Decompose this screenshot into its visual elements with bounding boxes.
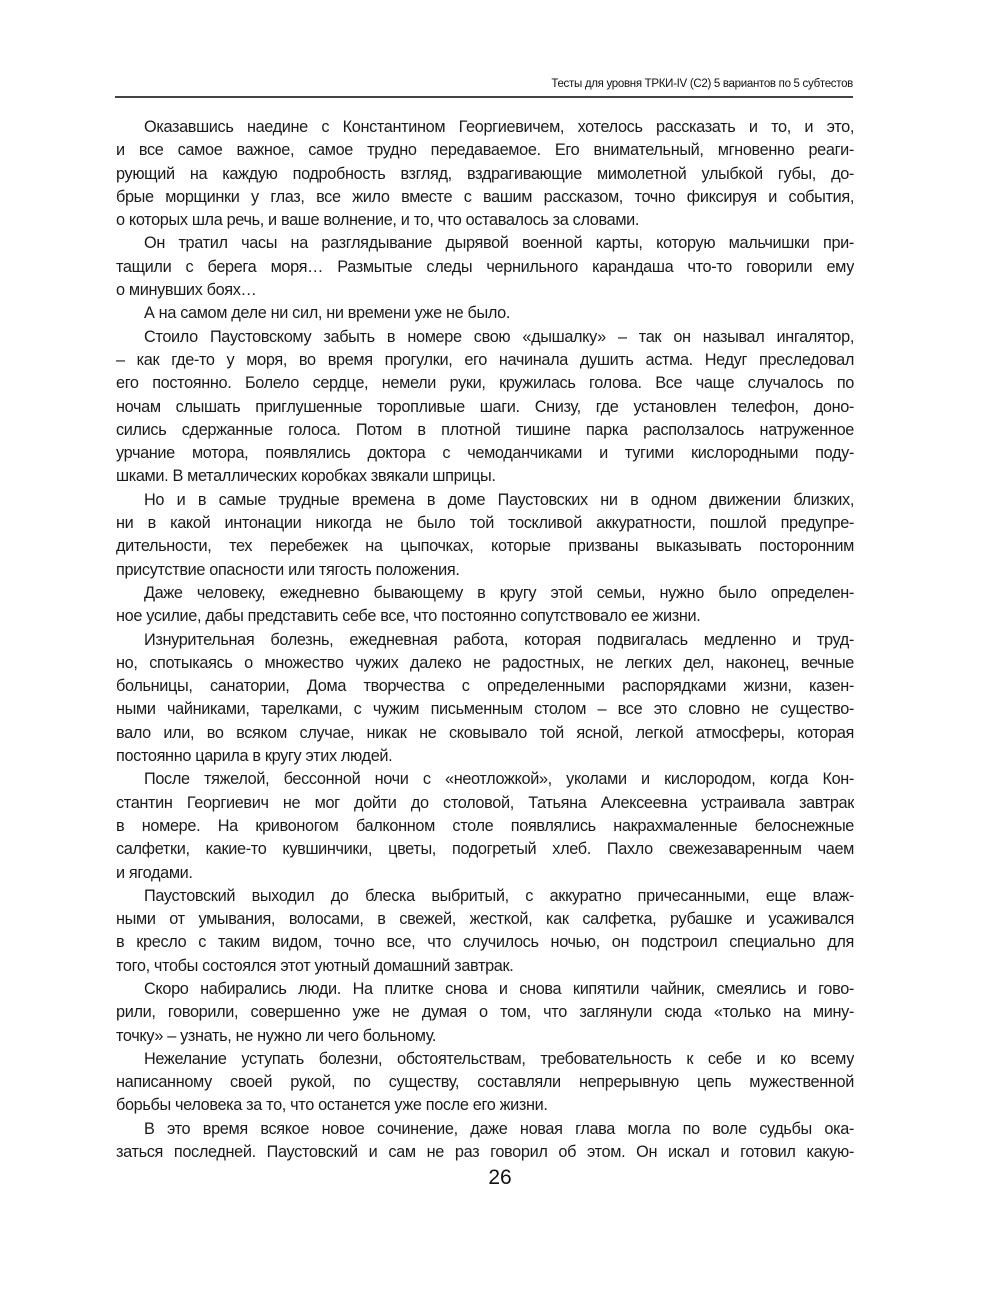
text-line: Оказавшись наедине с Константином Георгиевичем, хотелось рассказать и то, и это, — [144, 118, 854, 136]
text-line: написанному своей рукой, по существу, составляли непрерывную цепь мужественной — [116, 1073, 854, 1092]
paragraph — [116, 582, 854, 629]
text-line: Он тратил часы на разглядывание дырявой военной карты, которую мальчишки при- — [144, 234, 854, 253]
text-line: салфетки, какие-то кувшинчики, цветы, подогретый хлеб. Пахло свежезаваренным чаем — [116, 840, 854, 859]
running-header-title: Тесты для уровня ТРКИ-IV (С2) 5 вариантов по 5 субтестов — [551, 78, 853, 90]
text-line: ное усилие, дабы представить себе все, что постоянно сопутствовало ее жизни. — [116, 607, 701, 626]
text-line: того, чтобы состоялся этот уютный домашний завтрак. — [116, 956, 514, 975]
paragraph — [116, 116, 854, 232]
text-line: постоянно царила в кругу этих людей. — [116, 747, 393, 766]
text-line: и все самое важное, самое трудно передаваемое. Его внимательный, мгновенно реаги- — [116, 141, 854, 160]
text-line: присутствие опасности или тягость положения. — [116, 560, 460, 579]
text-line: ными от умывания, волосами, в свежей, жесткой, как салфетка, рубашке и усаживался — [116, 910, 854, 929]
text-line: А на самом деле ни сил, ни времени уже не было. — [144, 304, 511, 323]
paragraph — [116, 232, 854, 302]
text-line: урчание мотора, появлялись доктора с чемоданчиками и тугими кислородными поду- — [116, 444, 854, 463]
paragraph — [116, 768, 854, 884]
running-header — [115, 76, 853, 98]
text-line: Скоро набирались люди. На плитке снова и снова кипятили чайник, смеялись и гово- — [144, 979, 854, 998]
text-line: рующий на каждую подробность взгляд, вздрагивающие мимолетной улыбкой губы, до- — [116, 164, 854, 183]
text-line: сились сдержанные голоса. Потом в плотной тишине парка расползалось натруженное — [116, 420, 854, 439]
text-line: дительности, тех перебежек на цыпочках, которые призваны выказывать посторонним — [116, 537, 854, 556]
text-line: Даже человеку, ежедневно бывающему в кругу этой семьи, нужно было определен- — [144, 583, 854, 602]
text-line: рили, говорили, совершенно уже не думая о том, что заглянули сюда «только на мину- — [116, 1003, 854, 1022]
text-line: заться последней. Паустовский и сам не раз говорил об этом. Он искал и готовил какую- — [116, 1143, 854, 1162]
text-line: Но и в самые трудные времена в доме Паустовских ни в одном движении близких, — [144, 490, 854, 509]
page-number: 26 — [488, 1166, 512, 1189]
text-line: Стоило Паустовскому забыть в номере свою «дышалку» – так он называл ингалятор, — [144, 327, 854, 346]
text-line: в кресло с таким видом, точно все, что случилось ночью, он подстроил специально для — [116, 933, 854, 952]
text-line: шками. В металлических коробках звякали шприцы. — [116, 467, 496, 486]
text-line: Паустовский выходил до блеска выбритый, с аккуратно причесанными, еще влаж- — [144, 886, 854, 905]
text-line: ными чайниками, тарелками, с чужим письменным столом – все это словно не существо- — [116, 700, 854, 719]
paragraph — [116, 629, 854, 769]
text-line: о минувших боях… — [116, 281, 257, 300]
text-line: стантин Георгиевич не мог дойти до столовой, Татьяна Алексеевна устраивала завтрак — [116, 793, 854, 812]
text-line: его постоянно. Болело сердце, немели руки, кружилась голова. Все чаще случалось по — [116, 374, 854, 393]
text-line: точку» – узнать, не нужно ли чего больному. — [116, 1026, 437, 1045]
text-line: больницы, санатории, Дома творчества с определенными распорядками жизни, казен- — [116, 677, 854, 696]
text-line: Нежелание уступать болезни, обстоятельствам, требовательность к себе и ко всему — [144, 1049, 854, 1068]
paragraph — [116, 1118, 854, 1165]
text-line: В это время всякое новое сочинение, даже новая глава могла по воле судьбы ока- — [144, 1119, 854, 1138]
text-line: борьбы человека за то, что останется уже после его жизни. — [116, 1096, 548, 1115]
paragraph — [116, 978, 854, 1048]
text-line: ночам слышать приглушенные торопливые шаги. Снизу, где установлен телефон, доно- — [116, 397, 854, 416]
text-line: и ягодами. — [116, 863, 193, 882]
text-line: брые морщинки у глаз, все жило вместе с вашим рассказом, точно фиксируя и события, — [116, 187, 854, 206]
text-line: – как где-то у моря, во время прогулки, его начинала душить астма. Недуг преследовал — [116, 350, 854, 369]
paragraph — [116, 1048, 854, 1118]
text-line: вало или, во всяком случае, никак не сковывало той ясной, легкой атмосферы, которая — [116, 723, 854, 742]
text-line: ни в какой интонации никогда не было той тоскливой аккуратности, пошлой предупре- — [116, 514, 854, 533]
text-line: Изнурительная болезнь, ежедневная работа, которая подвигалась медленно и труд- — [144, 630, 854, 649]
paragraph — [116, 302, 854, 325]
paragraph — [116, 326, 854, 489]
text-line: тащили с берега моря… Размытые следы чернильного карандаша что-то говорили ему — [116, 257, 854, 276]
text-line: о которых шла речь, и ваше волнение, и то, что оставалось за словами. — [116, 211, 640, 230]
text-line: в номере. На кривоногом балконном столе появлялись накрахмаленные белоснежные — [116, 816, 854, 835]
body-text — [116, 116, 854, 1164]
paragraph — [116, 489, 854, 582]
text-line: После тяжелой, бессонной ночи с «неотложкой», уколами и кислородом, когда Кон- — [144, 770, 854, 789]
text-line: но, спотыкаясь о множество чужих далеко не радостных, не легких дел, наконец, вечные — [116, 653, 854, 672]
paragraph — [116, 885, 854, 978]
